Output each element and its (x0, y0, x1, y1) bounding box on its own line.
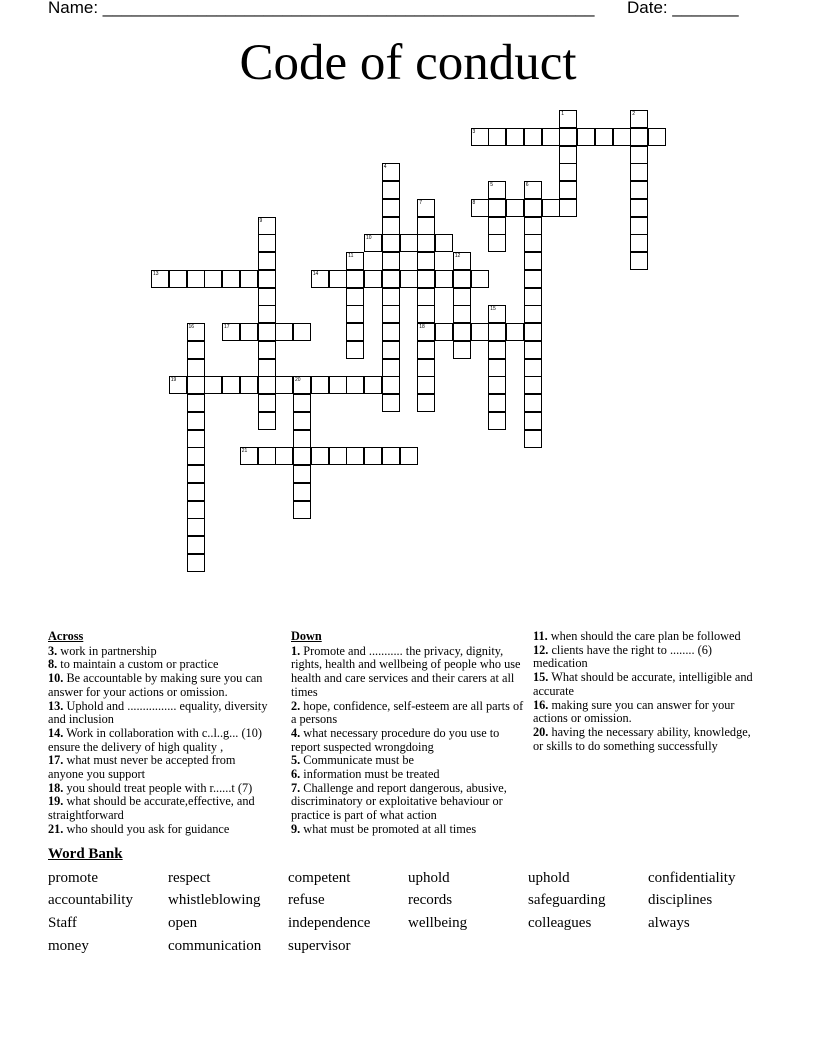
grid-cell[interactable] (364, 447, 382, 465)
grid-cell[interactable] (417, 234, 435, 252)
grid-cell[interactable] (488, 394, 506, 412)
clue-text: when should the care plan be followed (547, 629, 741, 643)
grid-cell[interactable] (258, 412, 276, 430)
grid-cell[interactable] (417, 305, 435, 323)
grid-cell[interactable] (364, 270, 382, 288)
grid-cell[interactable] (524, 270, 542, 288)
grid-cell[interactable] (329, 270, 347, 288)
grid-cell[interactable] (559, 146, 577, 164)
word-bank-item: confidentiality (648, 870, 736, 886)
clue-number: 9. (291, 821, 301, 836)
grid-cell[interactable] (382, 270, 400, 288)
grid-cell[interactable] (488, 181, 506, 199)
word-bank-item: communication (168, 938, 262, 954)
grid-cell[interactable] (488, 359, 506, 377)
grid-cell[interactable] (559, 128, 577, 146)
grid-cell[interactable] (471, 323, 489, 341)
clue-number: 13. (48, 698, 64, 713)
grid-cell[interactable] (559, 199, 577, 217)
clue-item (533, 671, 763, 698)
clue-text: making sure you can answer for your actions or omission. (533, 697, 735, 726)
grid-cell[interactable] (293, 394, 311, 412)
clue-item (48, 754, 274, 781)
grid-cell[interactable] (187, 554, 205, 572)
grid-cell[interactable] (524, 288, 542, 306)
clue-item (291, 700, 527, 727)
grid-cell[interactable] (187, 323, 205, 341)
clue-item (48, 700, 274, 727)
down-clues (291, 630, 527, 837)
clue-text: hope, confidence, self-esteem are all parts of a persons (291, 698, 524, 727)
grid-cell[interactable] (488, 341, 506, 359)
grid-cell[interactable] (382, 234, 400, 252)
grid-cell[interactable] (293, 447, 311, 465)
clue-text: Communicate must be (300, 753, 414, 768)
across-heading: Across (48, 629, 84, 643)
grid-cell[interactable] (453, 270, 471, 288)
grid-cell[interactable] (506, 323, 524, 341)
grid-cell[interactable] (630, 234, 648, 252)
clue-number: 19. (48, 794, 64, 809)
grid-cell[interactable] (488, 128, 506, 146)
clue-text: what necessary procedure do you use to report suspected wrongdoing (291, 725, 500, 754)
clue-number: 8. (48, 657, 58, 672)
grid-cell[interactable] (559, 163, 577, 181)
grid-cell[interactable] (417, 199, 435, 217)
grid-cell[interactable] (488, 199, 506, 217)
word-bank-item: colleagues (528, 915, 592, 931)
clue-number: 2 (632, 111, 636, 117)
grid-cell[interactable] (346, 305, 364, 323)
grid-cell[interactable] (382, 323, 400, 341)
clue-text: what should be accurate,effective, and straightforward (48, 794, 255, 823)
grid-cell[interactable] (524, 341, 542, 359)
grid-cell[interactable] (258, 217, 276, 235)
grid-cell[interactable] (435, 270, 453, 288)
grid-cell[interactable] (524, 234, 542, 252)
clue-text: information must be treated (300, 767, 440, 782)
grid-cell[interactable] (417, 359, 435, 377)
grid-cell[interactable] (453, 341, 471, 359)
grid-cell[interactable] (187, 430, 205, 448)
grid-cell[interactable] (400, 270, 418, 288)
grid-cell[interactable] (222, 323, 240, 341)
grid-cell[interactable] (346, 270, 364, 288)
word-bank-item: always (648, 915, 690, 931)
grid-cell[interactable] (240, 323, 258, 341)
grid-cell[interactable] (187, 483, 205, 501)
grid-cell[interactable] (488, 217, 506, 235)
grid-cell[interactable] (222, 376, 240, 394)
grid-cell[interactable] (187, 412, 205, 430)
clue-text: What should be accurate, intelligible and accurate (533, 670, 753, 698)
grid-cell[interactable] (417, 341, 435, 359)
clue-text: Promote and ........... the privacy, dignity, rights, health and wellbeing of people who use health and care services and their carers at all times (291, 643, 521, 699)
grid-cell[interactable] (240, 447, 258, 465)
clue-number: 17 (224, 324, 230, 330)
grid-cell[interactable] (453, 305, 471, 323)
grid-cell[interactable] (258, 323, 276, 341)
grid-cell[interactable] (506, 128, 524, 146)
clue-number: 14 (312, 270, 319, 277)
grid-cell[interactable] (595, 128, 613, 146)
grid-cell[interactable] (187, 518, 205, 536)
clue-text: having the necessary ability, knowledge, or skills to do something successfully (533, 724, 751, 753)
grid-cell[interactable] (346, 252, 364, 270)
clue-number: 7. (291, 780, 301, 795)
grid-cell[interactable] (417, 217, 435, 235)
grid-cell[interactable] (488, 376, 506, 394)
grid-cell[interactable] (293, 376, 311, 394)
grid-cell[interactable] (524, 412, 542, 430)
grid-cell[interactable] (346, 288, 364, 306)
clue-number: 20. (533, 724, 549, 739)
clue-item (291, 645, 527, 700)
grid-cell[interactable] (524, 252, 542, 270)
grid-cell[interactable] (258, 376, 276, 394)
clue-number: 3. (48, 643, 58, 658)
clue-number: 6 (525, 182, 529, 188)
grid-cell[interactable] (382, 252, 400, 270)
clue-item (291, 727, 527, 754)
clue-number: 21 (241, 448, 248, 455)
grid-cell[interactable] (524, 199, 542, 217)
grid-cell[interactable] (613, 128, 631, 146)
clue-text: clients have the right to ........ (6) medication (533, 642, 712, 671)
clue-number: 2. (291, 698, 301, 713)
grid-cell[interactable] (488, 305, 506, 323)
clue-text: you should treat people with r......t (7) (63, 780, 253, 795)
clue-item (48, 658, 274, 672)
clue-item (533, 699, 763, 726)
word-bank-item: whistleblowing (168, 892, 261, 908)
clue-number: 10 (366, 235, 372, 242)
grid-cell[interactable] (311, 270, 329, 288)
grid-cell[interactable] (524, 359, 542, 377)
grid-cell[interactable] (275, 376, 293, 394)
grid-cell[interactable] (169, 376, 187, 394)
grid-cell[interactable] (187, 536, 205, 554)
clue-number: 13 (153, 270, 159, 277)
grid-cell[interactable] (524, 217, 542, 235)
grid-cell[interactable] (630, 199, 648, 217)
grid-cell[interactable] (204, 376, 222, 394)
clue-number: 20 (295, 377, 301, 384)
grid-cell[interactable] (524, 305, 542, 323)
grid-cell[interactable] (293, 430, 311, 448)
word-bank-item: uphold (528, 870, 570, 886)
grid-cell[interactable] (506, 199, 524, 217)
down-clues-continued (533, 630, 763, 753)
clue-text: what must never be accepted from anyone you support (48, 753, 236, 782)
grid-cell[interactable] (187, 376, 205, 394)
grid-cell[interactable] (630, 128, 648, 146)
grid-cell[interactable] (435, 323, 453, 341)
grid-cell[interactable] (187, 501, 205, 519)
clue-item (48, 672, 274, 699)
word-bank-item: refuse (288, 892, 325, 908)
grid-cell[interactable] (382, 163, 400, 181)
grid-cell[interactable] (346, 376, 364, 394)
clue-number: 12. (533, 642, 549, 657)
name-field[interactable]: Name: ____________________________________________________ (48, 0, 595, 17)
clue-item (48, 795, 274, 822)
clue-number: 10. (48, 671, 64, 686)
grid-cell[interactable] (471, 128, 489, 146)
grid-cell[interactable] (559, 181, 577, 199)
grid-cell[interactable] (346, 323, 364, 341)
grid-cell[interactable] (382, 181, 400, 199)
grid-cell[interactable] (187, 465, 205, 483)
page-title: Code of conduct (239, 35, 577, 91)
grid-cell[interactable] (630, 110, 648, 128)
clue-number: 12 (454, 253, 461, 259)
grid-cell[interactable] (524, 128, 542, 146)
clue-item (48, 727, 274, 754)
grid-cell[interactable] (293, 501, 311, 519)
grid-cell[interactable] (258, 359, 276, 377)
grid-cell[interactable] (187, 270, 205, 288)
clue-number: 18. (48, 780, 64, 795)
grid-cell[interactable] (293, 323, 311, 341)
grid-cell[interactable] (488, 234, 506, 252)
grid-cell[interactable] (524, 394, 542, 412)
word-bank-item: disciplines (648, 892, 713, 908)
grid-cell[interactable] (258, 270, 276, 288)
clue-text: Uphold and ................ equality, diversity and inclusion (48, 698, 268, 727)
clue-text: to maintain a custom or practice (57, 657, 219, 672)
grid-cell[interactable] (204, 270, 222, 288)
clue-number: 15. (533, 670, 549, 685)
clue-number: 9 (259, 217, 263, 224)
grid-cell[interactable] (329, 447, 347, 465)
clue-number: 16. (533, 697, 549, 712)
clue-text: Challenge and report dangerous, abusive, discriminatory or exploitative behaviour or practice is part of what action (291, 780, 507, 823)
grid-cell[interactable] (364, 376, 382, 394)
clue-number: 1. (291, 643, 301, 658)
grid-cell[interactable] (258, 252, 276, 270)
grid-cell[interactable] (524, 181, 542, 199)
grid-cell[interactable] (240, 376, 258, 394)
clue-number: 16 (188, 324, 195, 330)
clue-number: 4. (291, 725, 301, 740)
grid-cell[interactable] (417, 323, 435, 341)
grid-cell[interactable] (630, 181, 648, 199)
word-bank-item: wellbeing (408, 915, 468, 931)
clue-number: 6. (291, 767, 301, 782)
grid-cell[interactable] (630, 163, 648, 181)
clue-item (48, 645, 274, 659)
grid-cell[interactable] (382, 199, 400, 217)
word-bank-item: respect (168, 870, 211, 886)
grid-cell[interactable] (382, 359, 400, 377)
word-bank-item: safeguarding (528, 892, 606, 908)
grid-cell[interactable] (453, 323, 471, 341)
clue-number: 7 (419, 199, 423, 206)
grid-cell[interactable] (488, 412, 506, 430)
clue-item (291, 782, 527, 823)
grid-cell[interactable] (187, 341, 205, 359)
grid-cell[interactable] (471, 199, 489, 217)
grid-cell[interactable] (169, 270, 187, 288)
grid-cell[interactable] (453, 288, 471, 306)
grid-cell[interactable] (630, 252, 648, 270)
word-bank-item: records (408, 892, 453, 908)
grid-cell[interactable] (417, 394, 435, 412)
clue-item (533, 726, 763, 753)
grid-cell[interactable] (293, 465, 311, 483)
word-bank-item: uphold (408, 870, 450, 886)
clue-text: Work in collaboration with c..l..g... (10) ensure the delivery of high quality , (48, 725, 262, 754)
grid-cell[interactable] (382, 217, 400, 235)
grid-cell[interactable] (187, 394, 205, 412)
word-bank-item: Staff (48, 915, 77, 931)
grid-cell[interactable] (524, 376, 542, 394)
grid-cell[interactable] (382, 376, 400, 394)
grid-cell[interactable] (542, 199, 560, 217)
grid-cell[interactable] (293, 483, 311, 501)
word-bank-item: open (168, 915, 198, 931)
grid-cell[interactable] (559, 110, 577, 128)
clue-number: 5. (291, 753, 301, 768)
across-clues (48, 630, 274, 837)
grid-cell[interactable] (258, 341, 276, 359)
grid-cell[interactable] (151, 270, 169, 288)
clue-item (48, 782, 274, 796)
word-bank-item: money (48, 938, 89, 954)
grid-cell[interactable] (187, 359, 205, 377)
clue-number: 3 (472, 128, 476, 135)
clue-number: 1 (561, 111, 565, 117)
grid-cell[interactable] (382, 288, 400, 306)
grid-cell[interactable] (240, 270, 258, 288)
clue-number: 11. (533, 629, 548, 643)
grid-cell[interactable] (258, 447, 276, 465)
clue-item (533, 630, 763, 644)
clue-text: work in partnership (57, 643, 157, 658)
clue-item (533, 644, 763, 671)
grid-cell[interactable] (364, 234, 382, 252)
word-bank-item: promote (48, 870, 98, 886)
clue-text: who should you ask for guidance (63, 821, 230, 836)
grid-cell[interactable] (524, 323, 542, 341)
clue-number: 14. (48, 725, 64, 740)
grid-cell[interactable] (630, 217, 648, 235)
grid-cell[interactable] (542, 128, 560, 146)
grid-cell[interactable] (346, 341, 364, 359)
grid-cell[interactable] (417, 270, 435, 288)
grid-cell[interactable] (222, 270, 240, 288)
grid-cell[interactable] (417, 252, 435, 270)
grid-cell[interactable] (382, 341, 400, 359)
grid-cell[interactable] (187, 447, 205, 465)
grid-cell[interactable] (311, 447, 329, 465)
grid-cell[interactable] (258, 305, 276, 323)
grid-cell[interactable] (258, 394, 276, 412)
clue-number: 4 (383, 164, 387, 171)
word-bank-item: supervisor (288, 938, 351, 954)
grid-cell[interactable] (435, 234, 453, 252)
clue-item (48, 823, 274, 837)
clue-text: what must be promoted at all times (300, 821, 477, 836)
grid-cell[interactable] (329, 376, 347, 394)
grid-cell[interactable] (275, 447, 293, 465)
grid-cell[interactable] (417, 288, 435, 306)
word-bank-item: independence (288, 915, 371, 931)
grid-cell[interactable] (258, 234, 276, 252)
clue-item (291, 768, 527, 782)
clue-item (291, 754, 527, 768)
grid-cell[interactable] (382, 447, 400, 465)
date-field[interactable]: Date: _______ (627, 0, 739, 17)
grid-cell[interactable] (453, 252, 471, 270)
grid-cell[interactable] (275, 323, 293, 341)
grid-cell[interactable] (577, 128, 595, 146)
word-bank-item: accountability (48, 892, 133, 908)
grid-cell[interactable] (258, 288, 276, 306)
clue-number: 15 (490, 306, 496, 313)
grid-cell[interactable] (382, 305, 400, 323)
grid-cell[interactable] (293, 412, 311, 430)
grid-cell[interactable] (488, 323, 506, 341)
clue-number: 17. (48, 753, 64, 768)
grid-cell[interactable] (417, 376, 435, 394)
clue-number: 21. (48, 821, 64, 836)
clue-text: Be accountable by making sure you can answer for your actions or omission. (48, 671, 263, 699)
grid-cell[interactable] (311, 376, 329, 394)
clue-item (291, 823, 527, 837)
grid-cell[interactable] (471, 270, 489, 288)
clue-number: 18 (419, 324, 425, 330)
grid-cell[interactable] (648, 128, 666, 146)
down-heading: Down (291, 629, 322, 643)
grid-cell[interactable] (400, 234, 418, 252)
word-bank-title: Word Bank (48, 846, 123, 862)
clue-number: 19 (170, 377, 177, 384)
grid-cell[interactable] (382, 394, 400, 412)
clue-number: 11 (348, 253, 354, 259)
grid-cell[interactable] (400, 447, 418, 465)
word-bank-item: competent (288, 870, 351, 886)
clue-number: 5 (490, 182, 494, 188)
grid-cell[interactable] (346, 447, 364, 465)
grid-cell[interactable] (524, 430, 542, 448)
clue-number: 8 (472, 199, 476, 206)
grid-cell[interactable] (630, 146, 648, 164)
